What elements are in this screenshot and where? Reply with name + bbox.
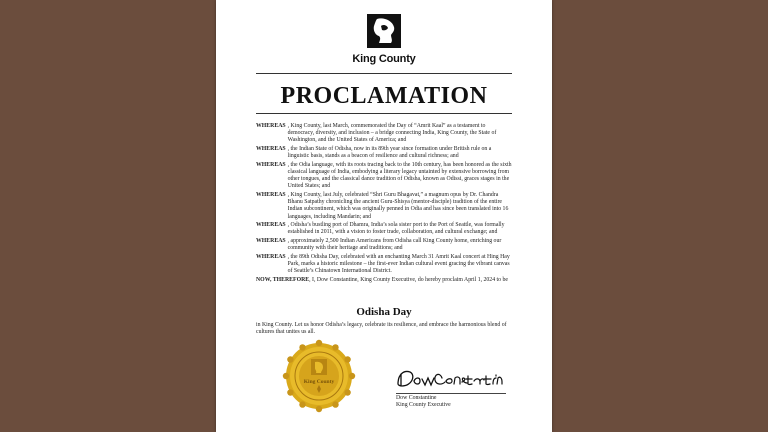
clause-keyword: WHEREAS: [256, 238, 286, 244]
clause-text: , the 89th Odisha Day, celebrated with an enchanting March 31 Amrit Kaal concert at Hing Hay Park, marks a historic milestone – the first-ever Indian cultural event gracing the vibrant canvas of Seattle’s Chinatown International District.: [287, 253, 510, 275]
clause-keyword: WHEREAS: [256, 192, 286, 198]
title-bottom-rule: [256, 113, 512, 114]
therefore-clause: [256, 277, 512, 284]
organization-name: King County: [352, 53, 416, 65]
signature-line: [396, 393, 506, 394]
document-title: PROCLAMATION: [280, 83, 488, 109]
clause-keyword: WHEREAS: [256, 146, 286, 152]
therefore-text: , I, Dow Constantine, King County Executive, do hereby proclaim April 1, 2024 to be: [309, 276, 508, 283]
dow-constantine-signature: [394, 366, 506, 392]
signer-title: King County Executive: [396, 402, 451, 409]
clause-text: , the Indian State of Odisha, now in its 89th year since formation under British rule on a linguistic basis, stands as a beacon of resilience and cultural richness; and: [287, 146, 492, 160]
proclamation-body: [256, 123, 512, 284]
clause-text: , Odisha’s bustling port of Dhamra, India’s sola sister port to the Port of Seattle, was formally established in 2011, with a vision to foster trade, collaboration, and cultural exchange; and: [287, 222, 505, 236]
clause-keyword: WHEREAS: [256, 222, 286, 229]
logo-area: [216, 14, 552, 48]
whereas-clause: [256, 162, 512, 191]
signer-name: Dow Constantine: [396, 395, 437, 401]
whereas-clause: [256, 254, 512, 276]
clause-text: , King County, last March, commemorated the Day of “Amrit Kaal” as a testament to democracy, diversity, and inclusion – a bridge connecting India, King County, the State of Washington, and the United States of America; and: [287, 123, 497, 144]
whereas-clause: [256, 146, 512, 160]
clause-keyword: WHEREAS: [256, 123, 286, 129]
whereas-clause: [256, 222, 512, 236]
clause-text: , approximately 2,500 Indian Americans from Odisha call King County home, enriching our community with their heritage and traditions; and: [287, 238, 502, 252]
clause-text: , the Odia language, with its roots tracing back to the 10th century, has been honored as the sixth classical language of India, embodying a literary legacy untainted by extensive borrowing from other tongues, and the classical dance tradition of Odisha, known as Odissi, graces stages in the United States; and: [287, 161, 512, 190]
clause-keyword: WHEREAS: [256, 253, 286, 260]
signature-text: Dow Constantine: [394, 366, 401, 367]
proclaimed-day-title: Odisha Day: [356, 306, 412, 318]
clause-keyword: WHEREAS: [256, 161, 286, 168]
seal-text: King County: [303, 379, 335, 385]
proclamation-document: [216, 0, 552, 432]
signer-block: [396, 395, 451, 409]
title-top-rule: [256, 73, 512, 74]
whereas-clause: [256, 238, 512, 252]
closing-statement: in King County. Let us honor Odisha’s legacy, celebrate its resilience, and embrace the harmonious blend of cultures that unites us all.: [256, 322, 507, 336]
therefore-keyword: NOW, THEREFORE: [256, 276, 310, 283]
clause-text: , King County, last July, celebrated “Shri Guru Bhagavat,” a magnum opus by Dr. Chandra Bhanu Satpathy chronicling the ancient Guru-Shisya (mentor-disciple) tradition of the entire Indian subcontinent, which was originally penned in Odia and has since been translated into 16 languages, including Mandarin; and: [287, 192, 509, 220]
whereas-clause: [256, 123, 512, 145]
king-county-gold-seal-icon: [282, 339, 356, 413]
whereas-clause: [256, 192, 512, 221]
king-county-logo-icon: [367, 14, 401, 48]
